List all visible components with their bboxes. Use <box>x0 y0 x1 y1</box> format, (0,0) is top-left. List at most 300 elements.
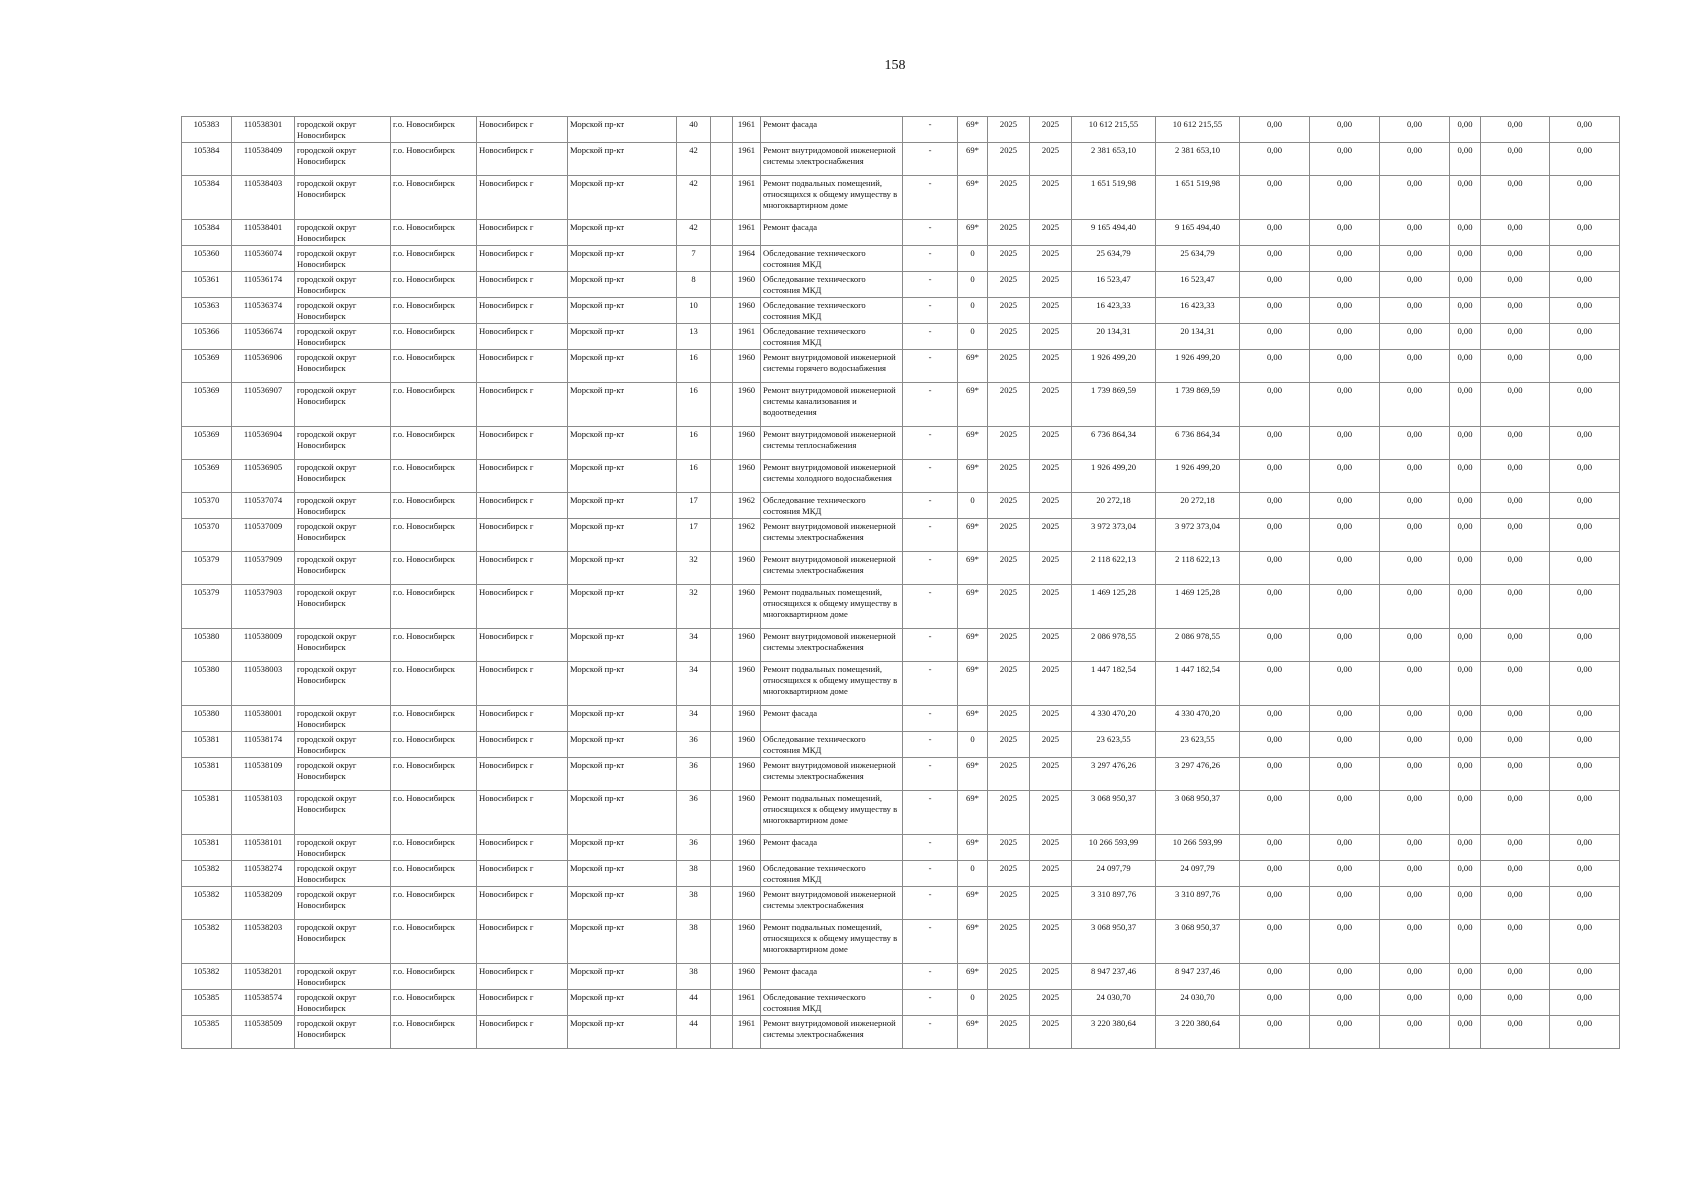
cell-z2: 0,00 <box>1310 662 1380 706</box>
cell-f1: - <box>903 887 958 920</box>
cell-z6: 0,00 <box>1550 629 1620 662</box>
cell-corp <box>711 629 733 662</box>
cell-f1: - <box>903 176 958 220</box>
cell-sum2: 1 469 125,28 <box>1156 585 1240 629</box>
cell-z3: 0,00 <box>1380 629 1450 662</box>
cell-z2: 0,00 <box>1310 220 1380 246</box>
cell-district: городской округ Новосибирск <box>295 585 391 629</box>
table-row <box>182 350 1620 383</box>
cell-z4: 0,00 <box>1450 732 1481 758</box>
cell-z1: 0,00 <box>1240 835 1310 861</box>
cell-z5: 0,00 <box>1481 706 1550 732</box>
cell-z1: 0,00 <box>1240 990 1310 1016</box>
cell-f1: - <box>903 427 958 460</box>
cell-city: Новосибирск г <box>477 758 568 791</box>
cell-z4: 0,00 <box>1450 861 1481 887</box>
cell-work: Ремонт внутридомовой инженерной системы канализования и водоотведения <box>761 383 903 427</box>
cell-z1: 0,00 <box>1240 176 1310 220</box>
cell-code: 110538209 <box>232 887 295 920</box>
cell-f1: - <box>903 246 958 272</box>
cell-sum2: 16 523,47 <box>1156 272 1240 298</box>
cell-sum2: 2 086 978,55 <box>1156 629 1240 662</box>
cell-work: Ремонт подвальных помещений, относящихся к общему имуществу в многоквартирном доме <box>761 920 903 964</box>
cell-sum2: 10 612 215,55 <box>1156 117 1240 143</box>
cell-area: г.о. Новосибирск <box>391 706 477 732</box>
cell-code: 110537074 <box>232 493 295 519</box>
cell-id: 105384 <box>182 220 232 246</box>
cell-z3: 0,00 <box>1380 143 1450 176</box>
cell-y1: 2025 <box>988 324 1030 350</box>
cell-z4: 0,00 <box>1450 552 1481 585</box>
cell-city: Новосибирск г <box>477 990 568 1016</box>
cell-y2: 2025 <box>1030 552 1072 585</box>
cell-z6: 0,00 <box>1550 117 1620 143</box>
cell-z2: 0,00 <box>1310 964 1380 990</box>
cell-z4: 0,00 <box>1450 1016 1481 1049</box>
cell-city: Новосибирск г <box>477 1016 568 1049</box>
cell-f2: 69* <box>958 629 988 662</box>
cell-z6: 0,00 <box>1550 298 1620 324</box>
cell-z6: 0,00 <box>1550 758 1620 791</box>
cell-corp <box>711 324 733 350</box>
cell-area: г.о. Новосибирск <box>391 298 477 324</box>
cell-code: 110538009 <box>232 629 295 662</box>
cell-id: 105379 <box>182 552 232 585</box>
table-row <box>182 220 1620 246</box>
cell-f2: 0 <box>958 298 988 324</box>
cell-house: 36 <box>677 835 711 861</box>
cell-corp <box>711 143 733 176</box>
cell-z4: 0,00 <box>1450 920 1481 964</box>
cell-f1: - <box>903 117 958 143</box>
cell-y2: 2025 <box>1030 706 1072 732</box>
cell-area: г.о. Новосибирск <box>391 835 477 861</box>
cell-district: городской округ Новосибирск <box>295 272 391 298</box>
cell-year: 1960 <box>733 272 761 298</box>
cell-code: 110536905 <box>232 460 295 493</box>
cell-z4: 0,00 <box>1450 460 1481 493</box>
cell-z4: 0,00 <box>1450 835 1481 861</box>
cell-z3: 0,00 <box>1380 585 1450 629</box>
cell-f2: 69* <box>958 519 988 552</box>
cell-y2: 2025 <box>1030 964 1072 990</box>
cell-z3: 0,00 <box>1380 791 1450 835</box>
cell-z1: 0,00 <box>1240 791 1310 835</box>
cell-corp <box>711 1016 733 1049</box>
cell-z5: 0,00 <box>1481 835 1550 861</box>
cell-code: 110538574 <box>232 990 295 1016</box>
cell-corp <box>711 117 733 143</box>
cell-f1: - <box>903 920 958 964</box>
cell-f2: 69* <box>958 176 988 220</box>
cell-f2: 69* <box>958 460 988 493</box>
cell-f1: - <box>903 861 958 887</box>
cell-year: 1961 <box>733 324 761 350</box>
cell-f2: 0 <box>958 493 988 519</box>
cell-f2: 69* <box>958 383 988 427</box>
cell-id: 105379 <box>182 585 232 629</box>
cell-district: городской округ Новосибирск <box>295 887 391 920</box>
cell-z1: 0,00 <box>1240 350 1310 383</box>
cell-f1: - <box>903 460 958 493</box>
cell-z1: 0,00 <box>1240 298 1310 324</box>
table-row <box>182 791 1620 835</box>
cell-city: Новосибирск г <box>477 519 568 552</box>
cell-city: Новосибирск г <box>477 272 568 298</box>
cell-z2: 0,00 <box>1310 460 1380 493</box>
cell-year: 1960 <box>733 706 761 732</box>
cell-sum2: 3 972 373,04 <box>1156 519 1240 552</box>
cell-sum1: 1 926 499,20 <box>1072 350 1156 383</box>
cell-corp <box>711 835 733 861</box>
table-row <box>182 519 1620 552</box>
cell-f2: 69* <box>958 791 988 835</box>
cell-z1: 0,00 <box>1240 758 1310 791</box>
cell-y2: 2025 <box>1030 176 1072 220</box>
cell-z2: 0,00 <box>1310 246 1380 272</box>
table-row <box>182 493 1620 519</box>
cell-y1: 2025 <box>988 732 1030 758</box>
cell-f2: 69* <box>958 887 988 920</box>
cell-id: 105385 <box>182 1016 232 1049</box>
cell-district: городской округ Новосибирск <box>295 427 391 460</box>
table-row <box>182 964 1620 990</box>
cell-house: 44 <box>677 990 711 1016</box>
cell-street: Морской пр-кт <box>568 861 677 887</box>
cell-z3: 0,00 <box>1380 176 1450 220</box>
cell-f1: - <box>903 758 958 791</box>
cell-id: 105383 <box>182 117 232 143</box>
cell-z5: 0,00 <box>1481 350 1550 383</box>
cell-sum1: 10 612 215,55 <box>1072 117 1156 143</box>
cell-area: г.о. Новосибирск <box>391 383 477 427</box>
cell-work: Ремонт внутридомовой инженерной системы электроснабжения <box>761 629 903 662</box>
cell-z6: 0,00 <box>1550 427 1620 460</box>
cell-z6: 0,00 <box>1550 246 1620 272</box>
cell-year: 1961 <box>733 117 761 143</box>
cell-work: Ремонт подвальных помещений, относящихся к общему имуществу в многоквартирном доме <box>761 585 903 629</box>
cell-z5: 0,00 <box>1481 732 1550 758</box>
cell-y2: 2025 <box>1030 920 1072 964</box>
cell-city: Новосибирск г <box>477 143 568 176</box>
cell-corp <box>711 861 733 887</box>
cell-z1: 0,00 <box>1240 324 1310 350</box>
cell-z1: 0,00 <box>1240 460 1310 493</box>
cell-sum1: 10 266 593,99 <box>1072 835 1156 861</box>
cell-street: Морской пр-кт <box>568 887 677 920</box>
cell-corp <box>711 519 733 552</box>
cell-z5: 0,00 <box>1481 887 1550 920</box>
cell-y2: 2025 <box>1030 1016 1072 1049</box>
cell-y1: 2025 <box>988 117 1030 143</box>
cell-corp <box>711 585 733 629</box>
table-row <box>182 176 1620 220</box>
cell-f1: - <box>903 350 958 383</box>
cell-code: 110537903 <box>232 585 295 629</box>
cell-district: городской округ Новосибирск <box>295 460 391 493</box>
cell-city: Новосибирск г <box>477 732 568 758</box>
cell-district: городской округ Новосибирск <box>295 1016 391 1049</box>
cell-area: г.о. Новосибирск <box>391 887 477 920</box>
cell-sum1: 1 447 182,54 <box>1072 662 1156 706</box>
table-row <box>182 920 1620 964</box>
cell-sum2: 23 623,55 <box>1156 732 1240 758</box>
cell-year: 1960 <box>733 662 761 706</box>
cell-z1: 0,00 <box>1240 1016 1310 1049</box>
cell-z3: 0,00 <box>1380 272 1450 298</box>
cell-z6: 0,00 <box>1550 732 1620 758</box>
cell-street: Морской пр-кт <box>568 552 677 585</box>
cell-z4: 0,00 <box>1450 350 1481 383</box>
cell-y1: 2025 <box>988 519 1030 552</box>
cell-city: Новосибирск г <box>477 835 568 861</box>
cell-city: Новосибирск г <box>477 964 568 990</box>
cell-y1: 2025 <box>988 143 1030 176</box>
cell-z4: 0,00 <box>1450 383 1481 427</box>
cell-street: Морской пр-кт <box>568 706 677 732</box>
cell-sum1: 20 134,31 <box>1072 324 1156 350</box>
cell-district: городской округ Новосибирск <box>295 662 391 706</box>
cell-sum2: 3 068 950,37 <box>1156 791 1240 835</box>
cell-z4: 0,00 <box>1450 887 1481 920</box>
cell-district: городской округ Новосибирск <box>295 920 391 964</box>
cell-city: Новосибирск г <box>477 220 568 246</box>
cell-z3: 0,00 <box>1380 1016 1450 1049</box>
cell-z1: 0,00 <box>1240 220 1310 246</box>
cell-corp <box>711 552 733 585</box>
cell-f1: - <box>903 298 958 324</box>
cell-z2: 0,00 <box>1310 143 1380 176</box>
cell-corp <box>711 383 733 427</box>
cell-z4: 0,00 <box>1450 990 1481 1016</box>
cell-sum2: 20 134,31 <box>1156 324 1240 350</box>
cell-z3: 0,00 <box>1380 298 1450 324</box>
cell-id: 105370 <box>182 519 232 552</box>
cell-z2: 0,00 <box>1310 519 1380 552</box>
cell-z3: 0,00 <box>1380 706 1450 732</box>
cell-y2: 2025 <box>1030 298 1072 324</box>
table-row <box>182 383 1620 427</box>
cell-y1: 2025 <box>988 629 1030 662</box>
cell-code: 110538201 <box>232 964 295 990</box>
cell-street: Морской пр-кт <box>568 324 677 350</box>
cell-area: г.о. Новосибирск <box>391 990 477 1016</box>
cell-z3: 0,00 <box>1380 835 1450 861</box>
cell-f2: 0 <box>958 272 988 298</box>
cell-f1: - <box>903 220 958 246</box>
cell-z1: 0,00 <box>1240 272 1310 298</box>
cell-f2: 69* <box>958 552 988 585</box>
cell-city: Новосибирск г <box>477 861 568 887</box>
cell-y1: 2025 <box>988 1016 1030 1049</box>
table-row <box>182 272 1620 298</box>
cell-sum1: 1 926 499,20 <box>1072 460 1156 493</box>
cell-z1: 0,00 <box>1240 706 1310 732</box>
cell-f1: - <box>903 732 958 758</box>
cell-code: 110536074 <box>232 246 295 272</box>
cell-year: 1960 <box>733 887 761 920</box>
cell-city: Новосибирск г <box>477 706 568 732</box>
cell-city: Новосибирск г <box>477 350 568 383</box>
cell-z6: 0,00 <box>1550 1016 1620 1049</box>
cell-y1: 2025 <box>988 791 1030 835</box>
cell-z2: 0,00 <box>1310 758 1380 791</box>
cell-work: Ремонт внутридомовой инженерной системы электроснабжения <box>761 887 903 920</box>
cell-z3: 0,00 <box>1380 861 1450 887</box>
cell-sum2: 6 736 864,34 <box>1156 427 1240 460</box>
cell-z6: 0,00 <box>1550 143 1620 176</box>
cell-y2: 2025 <box>1030 246 1072 272</box>
cell-area: г.о. Новосибирск <box>391 585 477 629</box>
cell-house: 34 <box>677 629 711 662</box>
cell-district: городской округ Новосибирск <box>295 519 391 552</box>
cell-y2: 2025 <box>1030 460 1072 493</box>
cell-year: 1960 <box>733 732 761 758</box>
cell-z2: 0,00 <box>1310 117 1380 143</box>
cell-street: Морской пр-кт <box>568 990 677 1016</box>
cell-z4: 0,00 <box>1450 629 1481 662</box>
cell-z2: 0,00 <box>1310 887 1380 920</box>
cell-z1: 0,00 <box>1240 662 1310 706</box>
cell-y1: 2025 <box>988 246 1030 272</box>
cell-z2: 0,00 <box>1310 706 1380 732</box>
cell-street: Морской пр-кт <box>568 350 677 383</box>
cell-f2: 69* <box>958 835 988 861</box>
cell-city: Новосибирск г <box>477 324 568 350</box>
cell-sum1: 3 220 380,64 <box>1072 1016 1156 1049</box>
cell-city: Новосибирск г <box>477 552 568 585</box>
cell-sum2: 3 297 476,26 <box>1156 758 1240 791</box>
cell-z1: 0,00 <box>1240 585 1310 629</box>
table-row <box>182 662 1620 706</box>
cell-z5: 0,00 <box>1481 519 1550 552</box>
cell-f2: 0 <box>958 861 988 887</box>
cell-id: 105369 <box>182 427 232 460</box>
cell-sum1: 6 736 864,34 <box>1072 427 1156 460</box>
cell-code: 110536374 <box>232 298 295 324</box>
cell-area: г.о. Новосибирск <box>391 758 477 791</box>
cell-z1: 0,00 <box>1240 732 1310 758</box>
cell-sum1: 9 165 494,40 <box>1072 220 1156 246</box>
cell-z3: 0,00 <box>1380 350 1450 383</box>
cell-area: г.о. Новосибирск <box>391 220 477 246</box>
cell-y1: 2025 <box>988 176 1030 220</box>
cell-area: г.о. Новосибирск <box>391 920 477 964</box>
cell-z1: 0,00 <box>1240 383 1310 427</box>
cell-house: 16 <box>677 460 711 493</box>
cell-y2: 2025 <box>1030 493 1072 519</box>
cell-sum2: 1 651 519,98 <box>1156 176 1240 220</box>
cell-sum1: 2 118 622,13 <box>1072 552 1156 585</box>
cell-work: Ремонт внутридомовой инженерной системы электроснабжения <box>761 1016 903 1049</box>
cell-work: Обследование технического состояния МКД <box>761 493 903 519</box>
cell-y1: 2025 <box>988 964 1030 990</box>
cell-f2: 0 <box>958 246 988 272</box>
cell-year: 1961 <box>733 220 761 246</box>
cell-house: 13 <box>677 324 711 350</box>
cell-year: 1960 <box>733 758 761 791</box>
cell-corp <box>711 732 733 758</box>
cell-code: 110538103 <box>232 791 295 835</box>
cell-z4: 0,00 <box>1450 585 1481 629</box>
cell-code: 110536174 <box>232 272 295 298</box>
cell-id: 105382 <box>182 964 232 990</box>
cell-house: 44 <box>677 1016 711 1049</box>
cell-id: 105382 <box>182 887 232 920</box>
cell-code: 110538003 <box>232 662 295 706</box>
table-row <box>182 298 1620 324</box>
table-row <box>182 758 1620 791</box>
cell-z3: 0,00 <box>1380 246 1450 272</box>
cell-code: 110536907 <box>232 383 295 427</box>
cell-code: 110538301 <box>232 117 295 143</box>
cell-city: Новосибирск г <box>477 585 568 629</box>
cell-z5: 0,00 <box>1481 220 1550 246</box>
cell-sum2: 1 447 182,54 <box>1156 662 1240 706</box>
cell-code: 110536674 <box>232 324 295 350</box>
cell-z3: 0,00 <box>1380 117 1450 143</box>
cell-year: 1960 <box>733 350 761 383</box>
cell-sum2: 24 097,79 <box>1156 861 1240 887</box>
cell-house: 16 <box>677 427 711 460</box>
cell-z5: 0,00 <box>1481 758 1550 791</box>
cell-sum2: 3 310 897,76 <box>1156 887 1240 920</box>
cell-year: 1960 <box>733 629 761 662</box>
cell-z5: 0,00 <box>1481 298 1550 324</box>
table-row <box>182 324 1620 350</box>
cell-y2: 2025 <box>1030 758 1072 791</box>
cell-z1: 0,00 <box>1240 629 1310 662</box>
cell-street: Морской пр-кт <box>568 662 677 706</box>
cell-street: Морской пр-кт <box>568 964 677 990</box>
cell-house: 17 <box>677 519 711 552</box>
cell-f1: - <box>903 791 958 835</box>
cell-city: Новосибирск г <box>477 383 568 427</box>
cell-z5: 0,00 <box>1481 143 1550 176</box>
cell-y1: 2025 <box>988 552 1030 585</box>
cell-y1: 2025 <box>988 990 1030 1016</box>
cell-z3: 0,00 <box>1380 493 1450 519</box>
cell-house: 34 <box>677 706 711 732</box>
cell-city: Новосибирск г <box>477 427 568 460</box>
cell-id: 105380 <box>182 706 232 732</box>
cell-y2: 2025 <box>1030 220 1072 246</box>
cell-f1: - <box>903 662 958 706</box>
cell-z2: 0,00 <box>1310 920 1380 964</box>
cell-z4: 0,00 <box>1450 298 1481 324</box>
cell-f1: - <box>903 519 958 552</box>
cell-id: 105384 <box>182 143 232 176</box>
cell-district: городской округ Новосибирск <box>295 861 391 887</box>
cell-f2: 69* <box>958 220 988 246</box>
cell-y1: 2025 <box>988 887 1030 920</box>
cell-year: 1962 <box>733 519 761 552</box>
cell-z6: 0,00 <box>1550 519 1620 552</box>
cell-z3: 0,00 <box>1380 887 1450 920</box>
cell-z6: 0,00 <box>1550 791 1620 835</box>
cell-district: городской округ Новосибирск <box>295 791 391 835</box>
cell-z3: 0,00 <box>1380 920 1450 964</box>
cell-corp <box>711 493 733 519</box>
cell-z6: 0,00 <box>1550 835 1620 861</box>
cell-f2: 69* <box>958 117 988 143</box>
cell-work: Обследование технического состояния МКД <box>761 246 903 272</box>
cell-district: городской округ Новосибирск <box>295 835 391 861</box>
cell-y2: 2025 <box>1030 324 1072 350</box>
cell-corp <box>711 964 733 990</box>
cell-f2: 69* <box>958 920 988 964</box>
cell-street: Морской пр-кт <box>568 460 677 493</box>
